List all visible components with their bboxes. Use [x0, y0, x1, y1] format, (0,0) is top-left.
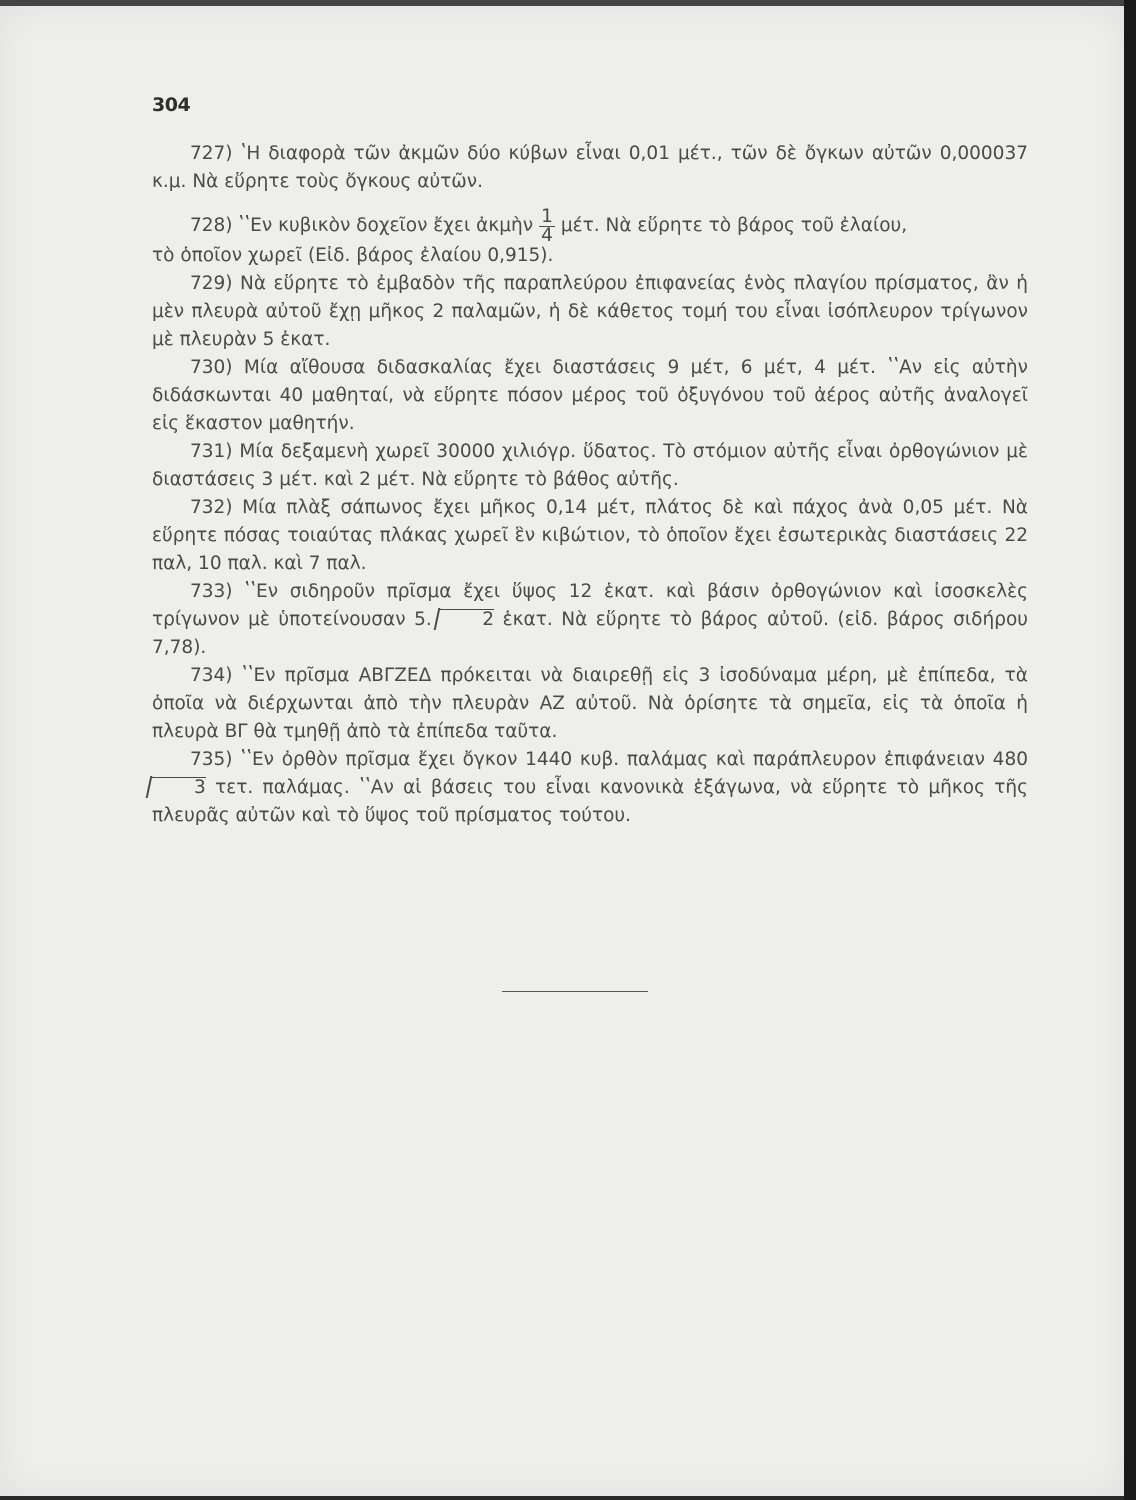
problem-732: 732) Μία πλὰξ σάπωνος ἔχει μῆκος 0,14 μέτ, πλάτος δὲ καὶ πάχος ἀνὰ 0,05 μέτ. Νὰ εὕρητε πόσας τοιαύτας πλάκας χωρεῖ ἓν κιβώτιον, τὸ ὁποῖον ἔχει ἐσωτερικὰς διαστάσεις 22 παλ, 10 παλ. καὶ 7 παλ. [152, 497, 1028, 574]
problem-733-text-before: 733) ʽʽΕν σιδηροῦν πρῖσμα ἔχει ὕψος 12 ἑκατ. καὶ βάσιν ὀρθογώνιον καὶ ἰσοσκελὲς τρίγωνον μὲ ὑποτείνουσαν 5. [152, 581, 1028, 630]
problem-728-text-before: 728) ʽʽΕν κυβικὸν δοχεῖον ἔχει ἀκμὴν [190, 215, 534, 236]
fraction-one-quarter [539, 205, 555, 246]
problem-729: 729) Νὰ εὕρητε τὸ ἐμβαδὸν τῆς παραπλεύρου ἐπιφανείας ἑνὸς πλαγίου πρίσματος, ἂν ἡ μὲν πλευρὰ αὐτοῦ ἔχῃ μῆκος 2 παλαμῶν, ἡ δὲ κάθετος τομή του εἶναι ἰσόπλευρον τρίγωνον μὲ πλευρὰν 5 ἑκατ. [152, 273, 1028, 350]
problem-733 [152, 578, 1028, 662]
sqrt-radicand: 2 [482, 609, 495, 630]
sqrt-radicand: 3 [194, 777, 206, 798]
sqrt-symbol [440, 609, 494, 630]
problem-735-text-before: 735) ʽʽΕν ὀρθὸν πρῖσμα ἔχει ὄγκον 1440 κυβ. παλάμας καὶ παράπλευρον ἐπιφάνειαν 480 [190, 749, 1028, 770]
problem-735-text-after: τετ. παλάμας. ʽʽΑν αἱ βάσεις του εἶναι κανονικὰ ἑξάγωνα, νὰ εὕρητε τὸ μῆκος τῆς πλευρᾶς αὐτῶν καὶ τὸ ὕψος τοῦ πρίσματος τούτου. [152, 777, 1029, 826]
page-number: 304 [152, 94, 191, 116]
problem-734: 734) ʽʽΕν πρῖσμα ΑΒΓΖΕΔ πρόκειται νὰ διαιρεθῇ εἰς 3 ἰσοδύναμα μέρη, μὲ ἐπίπεδα, τὰ ὁποῖα νὰ διέρχωνται ἀπὸ τὴν πλευρὰν ΑΖ αὐτοῦ. Νὰ ὁρίσητε τὰ σημεῖα, εἰς τὰ ὁποῖα ἡ πλευρὰ ΒΓ θὰ τμηθῇ ἀπὸ τὰ ἐπίπεδα ταῦτα. [152, 665, 1028, 742]
fraction-denominator: 4 [541, 224, 553, 246]
problem-727: 727) ʽΗ διαφορὰ τῶν ἀκμῶν δύο κύβων εἶναι 0,01 μέτ., τῶν δὲ ὄγκων αὐτῶν 0,000037 κ.μ. Νὰ εὕρητε τοὺς ὄγκους αὐτῶν. [152, 143, 1028, 192]
problem-731: 731) Μία δεξαμενὴ χωρεῖ 30000 χιλιόγρ. ὕδατος. Τὸ στόμιον αὐτῆς εἶναι ὀρθογώνιον μὲ διαστάσεις 3 μέτ. καὶ 2 μέτ. Νὰ εὕρητε τὸ βάθος αὐτῆς. [152, 441, 1028, 490]
problem-730: 730) Μία αἴθουσα διδασκαλίας ἔχει διαστάσεις 9 μέτ, 6 μέτ, 4 μέτ. ʽʽΑν εἰς αὐτὴν διδάσκωνται 40 μαθηταί, νὰ εὕρητε πόσον μέρος τοῦ ὀξυγόνου τοῦ ἀέρος αὐτῆς ἀναλογεῖ εἰς ἕκαστον μαθητήν. [152, 357, 1028, 434]
problem-list [152, 140, 1028, 830]
problem-728-text-after: μέτ. Νὰ εὕρητε τὸ βάρος τοῦ ἐλαίου, [560, 215, 908, 236]
sqrt-symbol [152, 777, 206, 798]
section-divider-line [502, 991, 648, 992]
problem-728-continuation: τὸ ὁποῖον χωρεῖ (Εἰδ. βάρος ἐλαίου 0,915). [152, 245, 554, 266]
problem-733-text-after: ἑκατ. Νὰ εὕρητε τὸ βάρος αὐτοῦ. (εἰδ. βάρος σιδήρου 7,78). [152, 609, 1028, 658]
problem-735 [152, 746, 1028, 830]
fraction-numerator: 1 [541, 205, 553, 227]
scan-right-edge [1124, 0, 1136, 1500]
